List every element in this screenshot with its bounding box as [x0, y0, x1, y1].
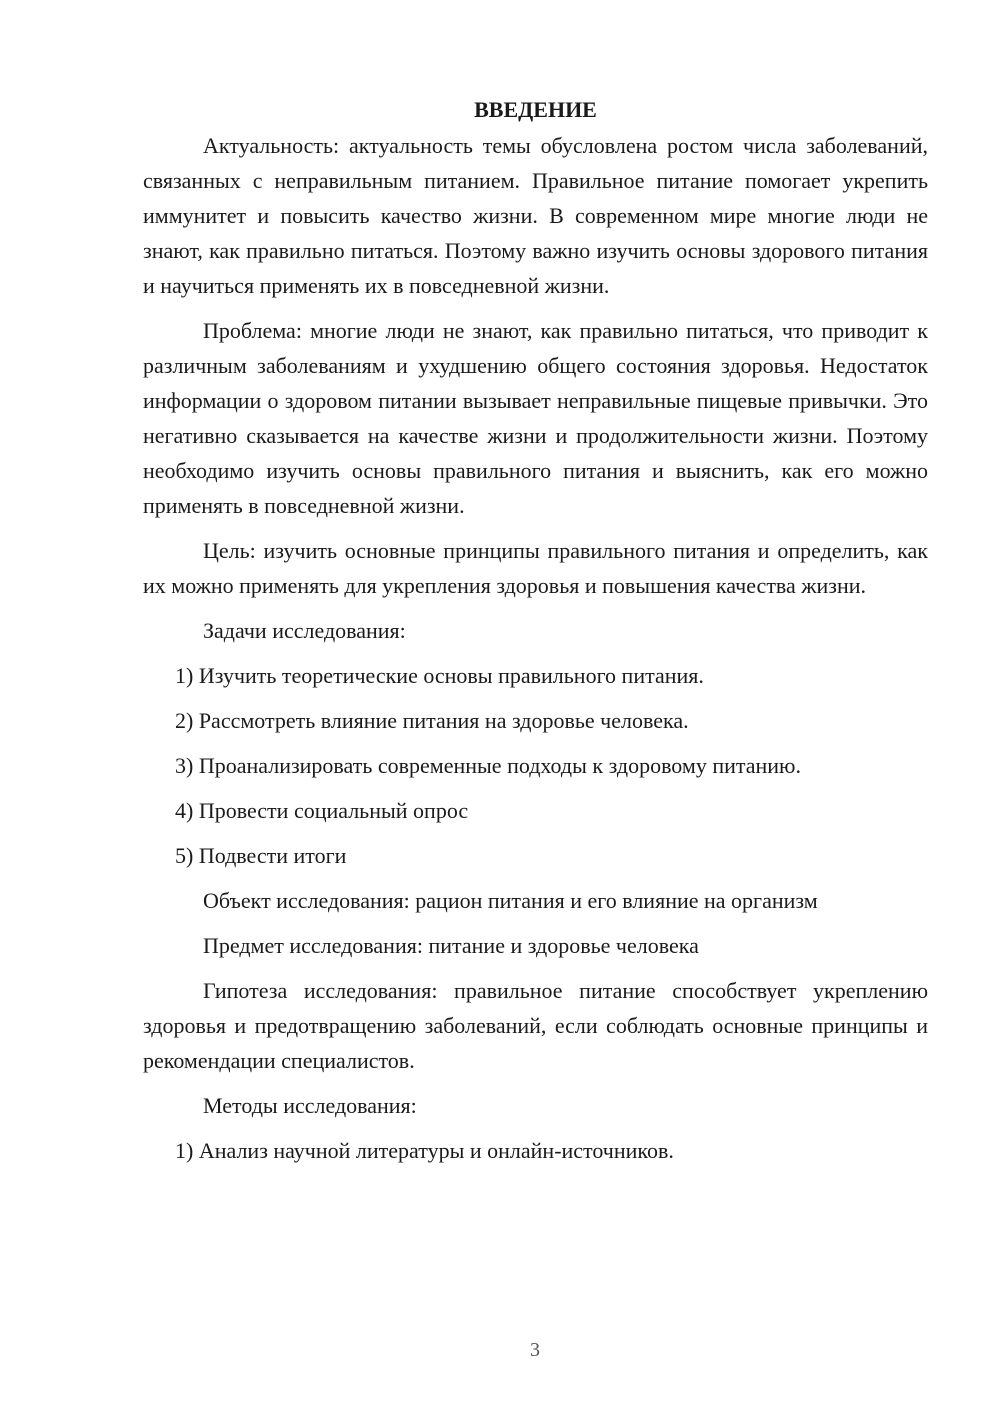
task-item-4: 4) Провести социальный опрос — [175, 798, 469, 823]
tasks-list — [143, 658, 928, 873]
task-item-5: 5) Подвести итоги — [175, 843, 347, 868]
goal-paragraph: Цель: изучить основные принципы правильного питания и определить, как их можно применять для укрепления здоровья и повышения качества жизни. — [143, 538, 928, 598]
task-item-3: 3) Проанализировать современные подходы к здоровому питанию. — [175, 753, 801, 778]
methods-heading: Методы исследования: — [203, 1093, 417, 1118]
task-item-2: 2) Рассмотреть влияние питания на здоровье человека. — [175, 708, 689, 733]
research-object: Объект исследования: рацион питания и его влияние на организм — [203, 888, 818, 913]
hypothesis-paragraph: Гипотеза исследования: правильное питание способствует укреплению здоровья и предотвращению заболеваний, если соблюдать основные принципы и рекомендации специалистов. — [143, 978, 928, 1073]
research-subject: Предмет исследования: питание и здоровье человека — [203, 933, 699, 958]
page-content — [143, 92, 928, 1178]
relevance-paragraph: Актуальность: актуальность темы обусловлена ростом числа заболеваний, связанных с неправильным питанием. Правильное питание помогает укрепить иммунитет и повысить качество жизни. В современном мире многие люди не знают, как правильно питаться. Поэтому важно изучить основы здорового питания и научиться применять их в повседневной жизни. — [143, 133, 928, 298]
page-number: 3 — [530, 1339, 540, 1361]
task-item-1: 1) Изучить теоретические основы правильного питания. — [175, 663, 704, 688]
tasks-heading: Задачи исследования: — [203, 618, 406, 643]
problem-paragraph: Проблема: многие люди не знают, как правильно питаться, что приводит к различным заболеваниям и ухудшению общего состояния здоровья. Недостаток информации о здоровом питании вызывает неправильные пищевые привычки. Это негативно сказывается на качестве жизни и продолжительности жизни. Поэтому необходимо изучить основы правильного питания и выяснить, как его можно применять в повседневной жизни. — [143, 318, 928, 518]
methods-list — [143, 1133, 928, 1168]
section-title: ВВЕДЕНИЕ — [474, 97, 597, 122]
method-item-1: 1) Анализ научной литературы и онлайн-источников. — [175, 1138, 674, 1163]
